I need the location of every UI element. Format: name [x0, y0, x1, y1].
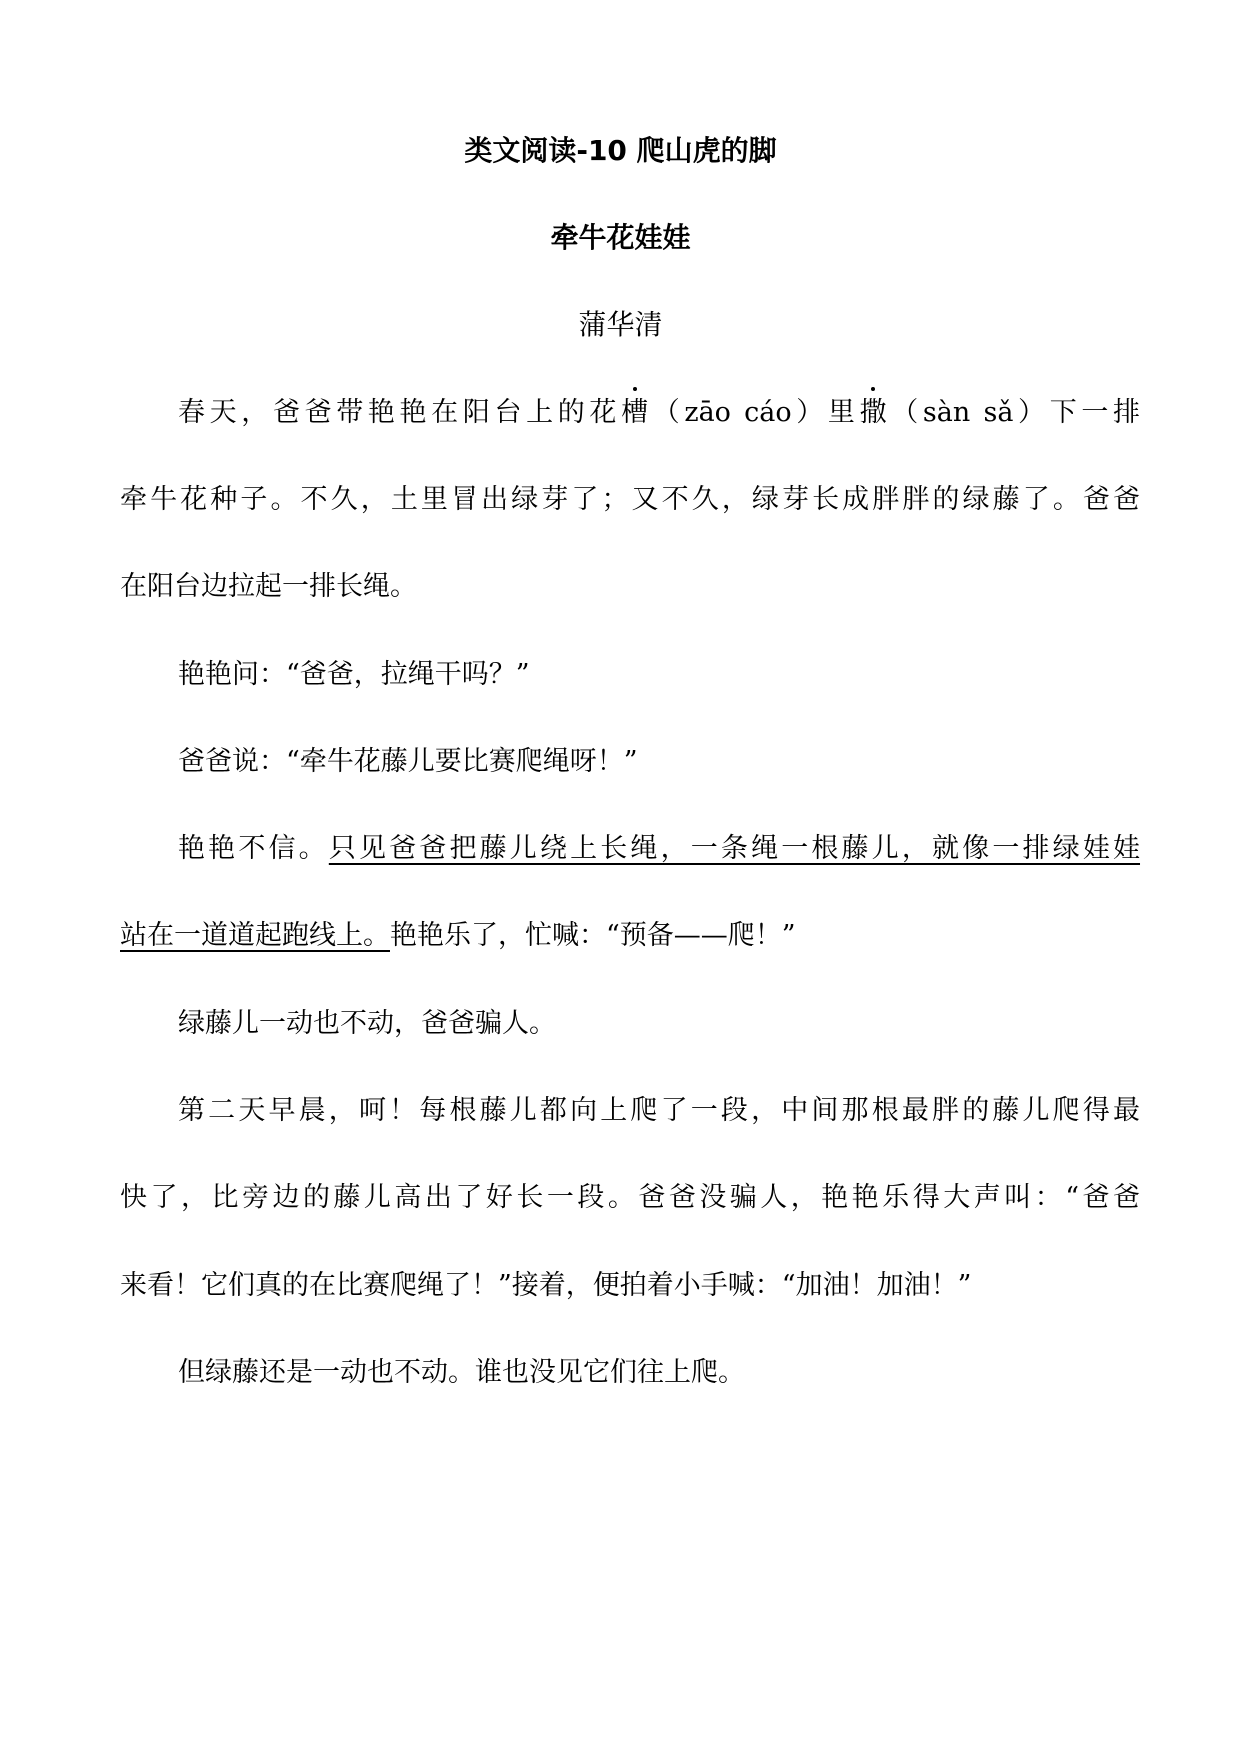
text-segment: 艳艳不信。	[178, 833, 329, 864]
series-title: 类文阅读-10 爬山虎的脚	[464, 134, 777, 167]
paragraph-7: 但绿藤还是一动也不动。谁也没见它们往上爬。	[178, 1357, 745, 1388]
paragraph-6-line-1: 第二天早晨，呵！每根藤儿都向上爬了一段，中间那根最胖的藤儿爬得最	[178, 1095, 1140, 1126]
author-name: 蒲华清	[578, 308, 663, 341]
pinyin-options: （zāo cáo）里	[648, 397, 860, 428]
paragraph-6-line-2: 快了，比旁边的藤儿高出了好长一段。爸爸没骗人，艳艳乐得大声叫：“爸爸	[120, 1182, 1140, 1213]
story-title: 牵牛花娃娃	[550, 221, 691, 254]
paragraph-1-line-2: 牵牛花种子。不久，土里冒出绿芽了；又不久，绿芽长成胖胖的绿藤了。爸爸	[120, 484, 1140, 515]
paragraph-4-line-1	[178, 829, 1140, 869]
emphasis-dot-char: 撒	[860, 393, 887, 433]
emphasis-dot-char: 槽	[621, 393, 648, 433]
paragraph-6-line-3: 来看！它们真的在比赛爬绳了！”接着，便拍着小手喊：“加油！加油！”	[120, 1270, 972, 1301]
text-segment: 春天，爸爸带艳艳在阳台上的花	[178, 397, 622, 428]
text-segment: 艳艳乐了，忙喊：“预备——爬！”	[390, 920, 796, 951]
paragraph-5: 绿藤儿一动也不动，爸爸骗人。	[178, 1008, 556, 1039]
pinyin-options: （sàn sǎ）下一排	[886, 397, 1141, 428]
underlined-sentence: 站在一道道起跑线上。	[120, 920, 390, 951]
paragraph-2: 艳艳问：“爸爸，拉绳干吗？”	[178, 659, 530, 690]
underlined-sentence: 只见爸爸把藤儿绕上长绳，一条绳一根藤儿，就像一排绿娃娃	[328, 833, 1141, 864]
paragraph-4-line-2	[120, 916, 1140, 956]
paragraph-3: 爸爸说：“牵牛花藤儿要比赛爬绳呀！”	[178, 746, 638, 777]
paragraph-1-line-1	[178, 393, 1140, 433]
paragraph-1-line-3: 在阳台边拉起一排长绳。	[120, 571, 417, 602]
